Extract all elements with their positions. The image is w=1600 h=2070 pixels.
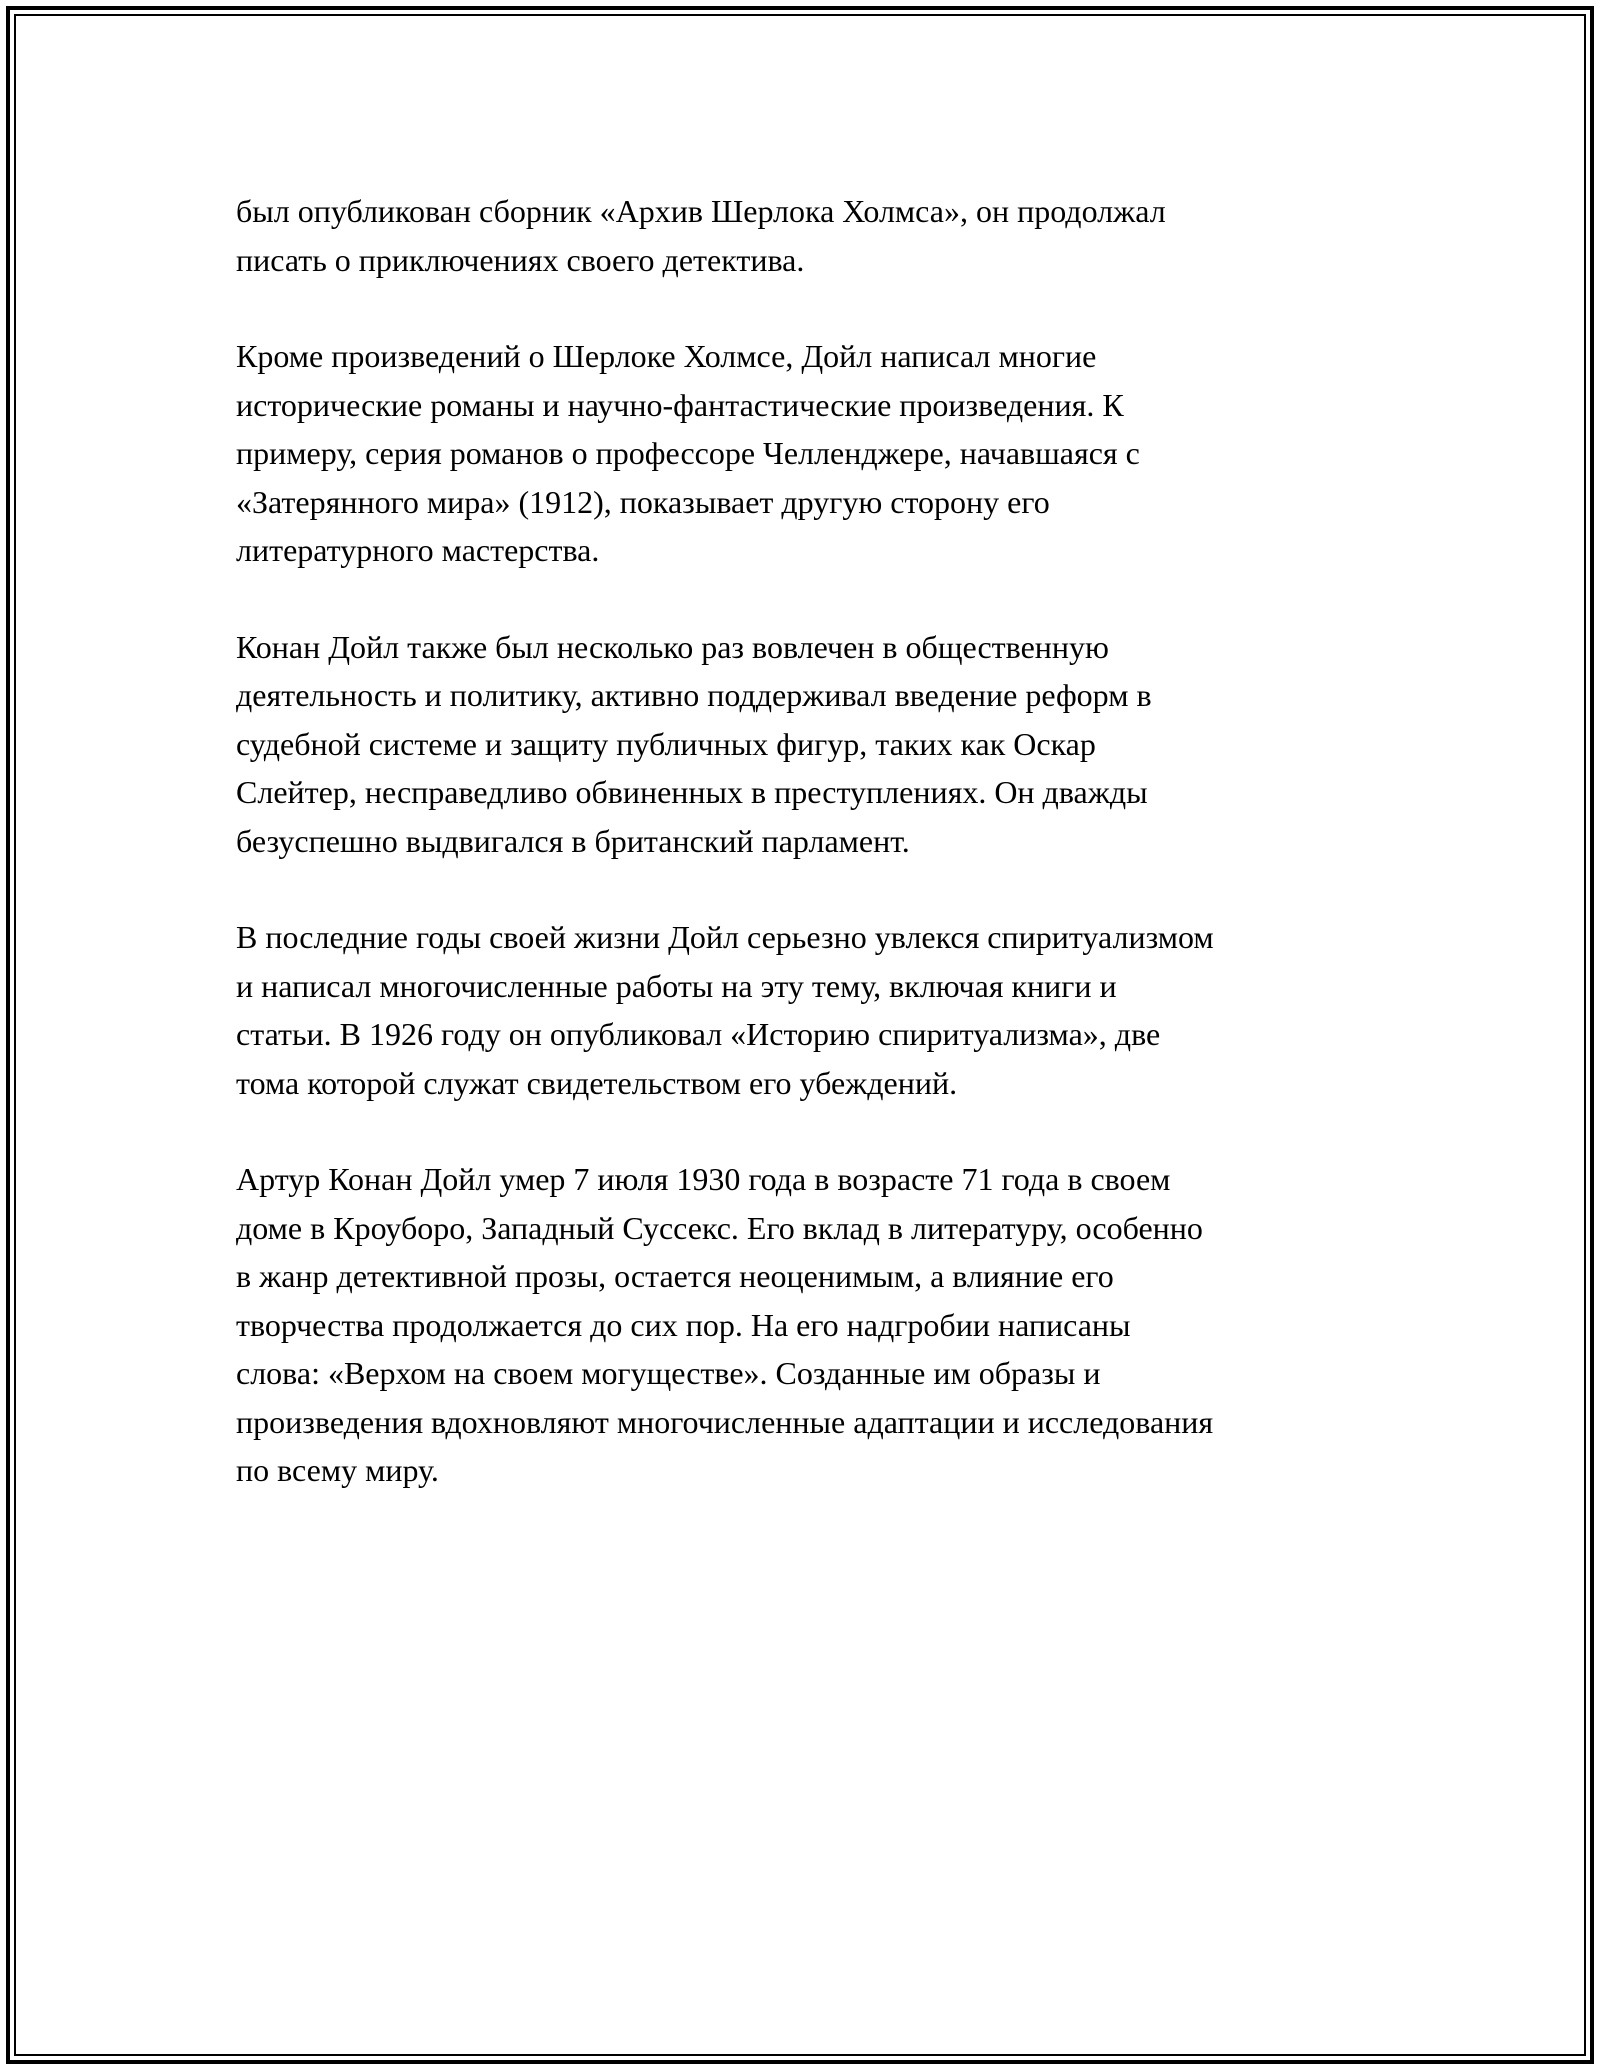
paragraph xyxy=(236,187,1376,284)
text-line: статьи. В 1926 году он опубликовал «Историю спиритуализма», две xyxy=(236,1016,1161,1052)
text-line: в жанр детективной прозы, остается неоценимым, а влияние его xyxy=(236,1258,1114,1294)
text-line: произведения вдохновляют многочисленные адаптации и исследования xyxy=(236,1403,1214,1440)
text-line: исторические романы и научно-фантастические произведения. К xyxy=(236,386,1124,423)
text-line: примеру, серия романов о профессоре Челленджере, начавшаяся с xyxy=(236,435,1140,471)
text-line: литературного мастерства. xyxy=(236,532,600,568)
text-line: Слейтер, несправедливо обвиненных в преступлениях. Он дважды xyxy=(236,774,1148,810)
text-line: доме в Кроуборо, Западный Суссекс. Его вклад в литературу, особенно xyxy=(236,1209,1203,1246)
text-line: был опубликован сборник «Архив Шерлока Холмса», он продолжал xyxy=(236,193,1166,229)
text-line: безуспешно выдвигался в британский парламент. xyxy=(236,822,910,859)
document-body xyxy=(236,187,1376,1543)
paragraph xyxy=(236,623,1376,866)
paragraph xyxy=(236,332,1376,575)
text-line: Артур Конан Дойл умер 7 июля 1930 года в возрасте 71 года в своем xyxy=(236,1161,1171,1197)
paragraph xyxy=(236,1155,1376,1495)
text-line: деятельность и политику, активно поддерживал введение реформ в xyxy=(236,677,1152,713)
text-line: В последние годы своей жизни Дойл серьезно увлекся спиритуализмом xyxy=(236,919,1214,955)
text-line: писать о приключениях своего детектива. xyxy=(236,241,805,278)
text-line: слова: «Верхом на своем могуществе». Созданные им образы и xyxy=(236,1355,1101,1391)
text-line: судебной системе и защиту публичных фигур, таких как Оскар xyxy=(236,725,1096,762)
text-line: Кроме произведений о Шерлоке Холмсе, Дойл написал многие xyxy=(236,338,1097,374)
text-line: «Затерянного мира» (1912), показывает другую сторону его xyxy=(236,483,1050,520)
text-line: и написал многочисленные работы на эту тему, включая книги и xyxy=(236,967,1117,1004)
text-line: тома которой служат свидетельством его убеждений. xyxy=(236,1064,958,1101)
text-line: по всему миру. xyxy=(236,1452,439,1488)
paragraph xyxy=(236,913,1376,1107)
text-line: Конан Дойл также был несколько раз вовлечен в общественную xyxy=(236,628,1109,665)
text-line: творчества продолжается до сих пор. На его надгробии написаны xyxy=(236,1306,1131,1343)
